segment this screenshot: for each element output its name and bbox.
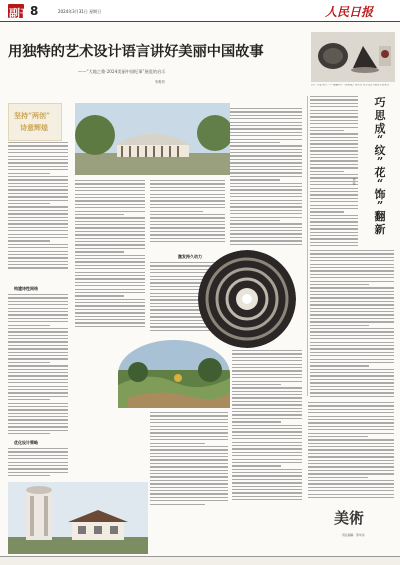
column-editor: 责任编辑：蔡华伟 <box>342 533 365 537</box>
main-author: 朱明玥 <box>155 80 165 84</box>
side-title-char: 纹 <box>374 144 386 157</box>
mid-column-text-5 <box>232 350 302 500</box>
stairwell-photo <box>198 250 296 348</box>
left-column-text-2 <box>8 294 68 434</box>
column-logo-box <box>330 505 394 549</box>
footer-bar <box>0 556 400 565</box>
side-title-vertical <box>366 96 394 236</box>
side-title-char: “ <box>376 133 384 146</box>
main-title-block <box>8 40 308 60</box>
tower-illustration <box>8 482 148 554</box>
left-column-text-3 <box>8 448 68 480</box>
subhead-2: 激发持久动力 <box>178 254 202 259</box>
side-author: 何 森 <box>352 178 356 185</box>
side-text-3 <box>308 402 394 502</box>
mid-column-text-6 <box>150 412 228 512</box>
side-title-char: 翻 <box>374 210 386 223</box>
subhead-3: 优化设计策略 <box>14 440 38 445</box>
stairwell-illustration <box>198 250 296 348</box>
masthead <box>0 0 400 22</box>
pull-quote-line-1: 坚持“两创” <box>14 111 51 120</box>
teaware-caption: 图①“天长·地久”——谦谦君子（景泰蓝）英式壶 图②以古为新设计的茶具 <box>311 84 390 86</box>
main-title: 用独特的艺术设计语言讲好美丽中国故事 <box>8 43 264 60</box>
side-title-char: 花 <box>374 166 386 179</box>
teaware-caption-box <box>311 84 395 92</box>
column-divider <box>307 96 308 396</box>
side-title-char: 新 <box>374 223 386 236</box>
mid-column-text-1 <box>75 180 145 330</box>
pull-quote-line-2: 诗意辉煌 <box>20 123 48 132</box>
side-title-char: 思 <box>374 109 386 122</box>
newspaper-name: 人民日报 <box>325 5 374 19</box>
garden-illustration <box>118 340 230 408</box>
garden-photo <box>118 340 230 408</box>
side-title-char: “ <box>376 177 384 190</box>
side-text-2 <box>310 250 394 398</box>
side-title-char: 成 <box>374 122 386 135</box>
main-subtitle: ——“大地之歌·2024美丽中国纪事”展览的启示 <box>78 69 166 74</box>
masthead-rule <box>0 21 400 22</box>
teaware-photo <box>311 32 395 82</box>
pull-quote-box <box>8 103 62 141</box>
side-title-char: ” <box>376 199 384 212</box>
page-number: 8 <box>30 4 39 18</box>
side-title-char: 巧 <box>374 96 386 109</box>
left-column-text-1 <box>8 142 68 282</box>
subhead-1: 构建诗性网络 <box>14 286 38 291</box>
date-line: 2024年3月31日 星期日 <box>58 9 102 14</box>
teaware-illustration <box>311 32 395 82</box>
pavilion-photo <box>75 103 230 175</box>
side-title-char: 饰 <box>374 188 386 201</box>
side-title-char: ” <box>376 155 384 168</box>
mid-column-text-3 <box>230 108 302 246</box>
column-logo: 美術 <box>334 509 365 527</box>
section-label: 副刊 <box>9 7 31 20</box>
pavilion-illustration <box>75 103 230 175</box>
side-text-1 <box>310 96 358 246</box>
mid-column-text-2 <box>150 180 225 246</box>
tower-photo <box>8 482 148 554</box>
